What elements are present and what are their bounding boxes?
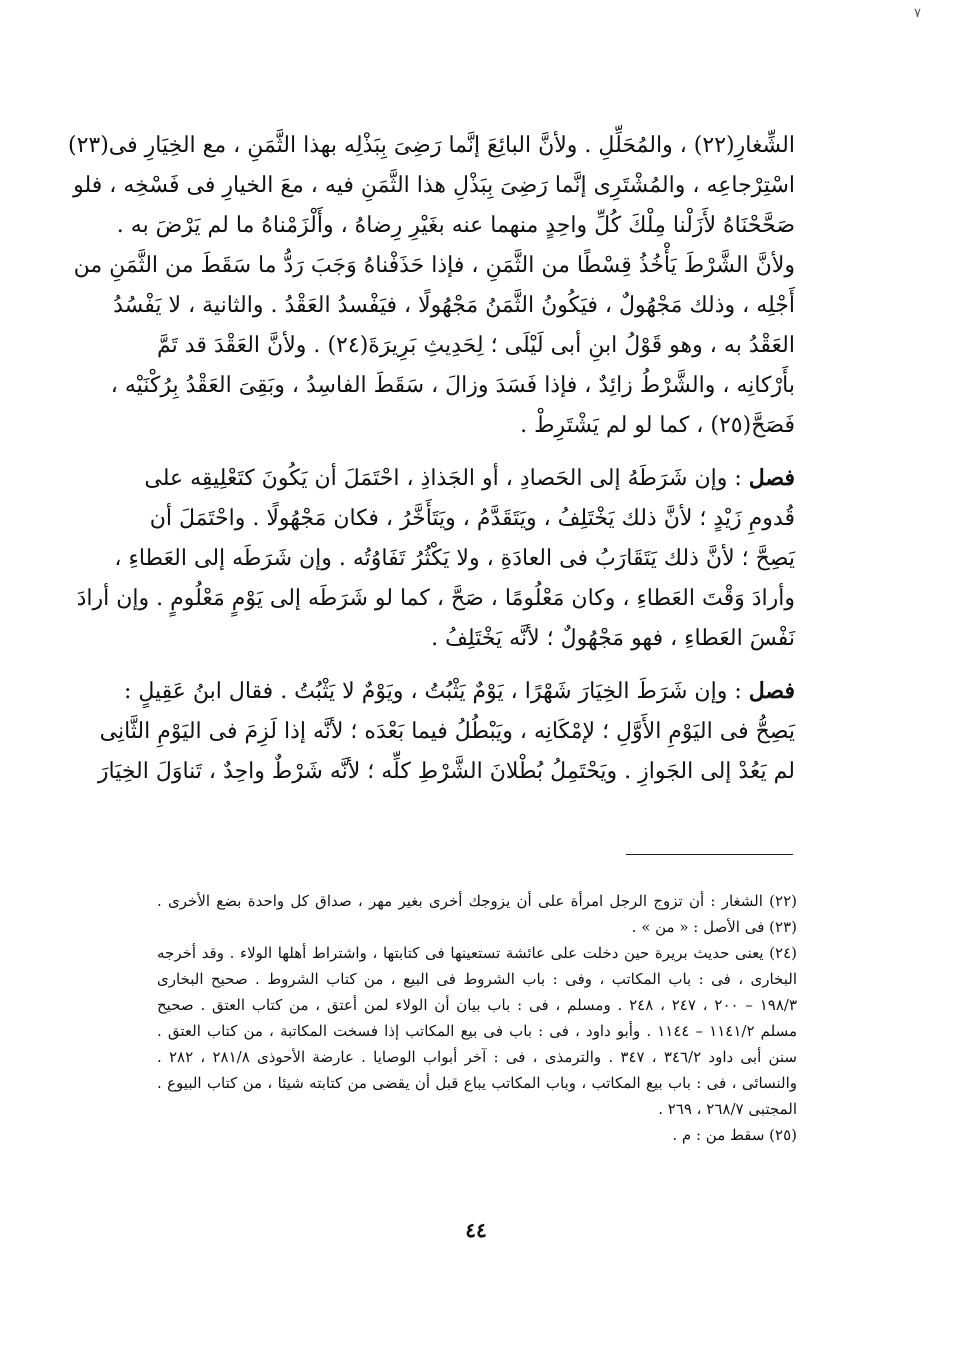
- footnote-line: (٢٣) فى الأصل : « من » .: [631, 918, 797, 936]
- section-label: فصل: [748, 465, 795, 491]
- paragraph-3: [97, 671, 795, 792]
- text-line: قُدومِ زَيْدٍ ؛ لأنَّ ذلك يَخْتَلِفُ ، ويَتَقَدَّمُ ، ويَتَأَخَّرُ ، فكان مَجْهُولًا . واحْتَمَلَ أن: [149, 506, 795, 531]
- footnote-line: سنن أبى داود ٣٤٦/٢ ، ٣٤٧ . والترمذى ، فى : آخر أبواب الوصايا . عارضة الأحوذى ٢٨١/٨ ، ٢٨٢ .: [157, 1048, 797, 1066]
- text-line: صَحَّحْنَاهُ لأَزَلْنا مِلْكَ كُلِّ واحِدٍ منهما عنه بغَيْرِ رِضاهُ ، وأَلْزَمْناهُ ما لم يَرْضَ به .: [116, 213, 795, 238]
- footnotes: [157, 888, 797, 1148]
- text-line: يَصِحُّ فى اليَوْمِ الأَوَّلِ ؛ لإمْكَانِه ، ويَبْطُلُ فيما بَعْدَه ؛ لأنَّه إذا لَزِمَ فى اليَوْمِ الثَّانِى: [99, 719, 795, 744]
- footnote-line: (٢٢) الشغار : أن تزوج الرجل امرأة على أن يزوجك أخرى بغير مهر ، صداق كل واحدة بضع الأخرى .: [157, 892, 797, 910]
- text-line: الشِّغارِ(٢٢) ، والمُحَلِّلِ . ولأنَّ البائِعَ إنَّما رَضِىَ بِبَذْلِه بهذا الثَّمَنِ ، مع الخِيَارِ فى(٢٣): [67, 133, 795, 158]
- text-line: فَصَحَّ(٢٥) ، كما لو لم يَشْتَرِطْ .: [520, 413, 795, 438]
- footnote-separator: [626, 854, 793, 855]
- text-line: ولأنَّ الشَّرْطَ يَأْخُذُ قِسْطًا من الثَّمَنِ ، فإذا حَذَفْناهُ وَجَبَ رَدُّ ما سَقَطَ من الثَّمَنِ من: [73, 253, 795, 278]
- footnote-line: (٢٤) يعنى حديث بريرة حين دخلت على عائشة تستعينها فى كتابتها ، واشتراط أهلها الولاء . وقد أخرجه: [157, 944, 797, 962]
- text-line: لم يَعُدْ إلى الجَوازِ . ويَحْتَمِلُ بُطْلانَ الشَّرْطِ كلِّه ؛ لأنَّه شَرْطٌ واحِدٌ ، تَناوَلَ الخِيَارَ: [97, 759, 795, 784]
- paragraph-1: [67, 126, 795, 446]
- footnote-line: (٢٥) سقط من : م .: [672, 1126, 797, 1144]
- page-number: ٤٤: [465, 1218, 487, 1242]
- main-text: [67, 126, 795, 804]
- text-line: وأرادَ وَقْتَ العَطاءِ ، وكان مَعْلُومًا ، صَحَّ ، كما لو شَرَطَه إلى يَوْمٍ مَعْلُومٍ . وإن أرادَ: [76, 586, 795, 611]
- text-line: نَفْسَ العَطاءِ ، فهو مَجْهُولٌ ؛ لأنَّه يَخْتَلِفُ .: [431, 626, 795, 651]
- text-line: [144, 458, 795, 499]
- text-line: يَصِحَّ ؛ لأنَّ ذلك يَتَقَارَبُ فى العادَةِ ، ولا يَكْثُرُ تَفَاوُتُه . وإن شَرَطَه إلى العَطاءِ ،: [114, 546, 795, 571]
- footnote-line: ١٩٨/٣ – ٢٠٠ ، ٢٤٧ ، ٢٤٨ . ومسلم ، فى : باب بيان أن الولاء لمن أعتق ، من كتاب العتق . صحيح: [157, 996, 797, 1014]
- footnote-line: والنسائى ، فى : باب بيع المكاتب ، وباب المكاتب يباع قبل أن يقضى من كتابته شيئا ، من كتاب البيوع .: [157, 1074, 797, 1092]
- footnote-line: المجتبى ٢٦٨/٧ ، ٢٦٩ .: [658, 1100, 797, 1118]
- text-line: أَجْلِه ، وذلك مَجْهُولٌ ، فيَكُونُ الثَّمَنُ مَجْهُولًا ، فيَفْسدُ العَقْدُ . والثانية ، لا يَفْسُدُ: [113, 293, 795, 318]
- text-line: بأَرْكانِه ، والشَّرْطُ زائِدٌ ، فإذا فَسَدَ وزالَ ، سَقَطَ الفاسِدُ ، وبَقِىَ العَقْدُ بِرُكْنَيْه ،: [110, 373, 795, 398]
- paragraph-2: [76, 458, 795, 659]
- footnote-line: البخارى ، فى : باب المكاتب ، وفى : باب الشروط فى البيع ، من كتاب الشروط . صحيح البخارى: [157, 970, 797, 988]
- text-fragment: : وإن شَرَطَهُ إلى الحَصادِ ، أو الجَذاذِ ، احْتَمَلَ أن يَكُونَ كتَعْلِيقِه على: [144, 466, 749, 491]
- text-line: [123, 671, 795, 712]
- text-line: العَقْدُ به ، وهو قَوْلُ ابنِ أبى لَيْلَى ؛ لِحَدِيثِ بَرِيرَةَ(٢٤) . ولأنَّ العَقْدَ قد تَمَّ: [157, 333, 795, 358]
- text-line: اسْتِرْجاعِه ، والمُشْتَرِى إنَّما رَضِىَ بِبَذْلِ هذا الثَّمَنِ فيه ، معَ الخيارِ فى فَسْخِه ، فلو: [73, 173, 795, 198]
- footnote-line: مسلم ١١٤١/٢ – ١١٤٤ . وأبو داود ، فى : باب فى بيع المكاتب إذا فسخت المكاتبة ، من كتاب العتق .: [157, 1022, 797, 1040]
- text-fragment: : وإن شَرَطَ الخِيَارَ شَهْرًا ، يَوْمٌ يَثْبُتُ ، ويَوْمٌ لا يَثْبُتُ . فقال ابنُ عَقِيلٍ :: [123, 679, 749, 704]
- section-label: فصل: [748, 678, 795, 704]
- corner-mark: ٧: [914, 6, 921, 21]
